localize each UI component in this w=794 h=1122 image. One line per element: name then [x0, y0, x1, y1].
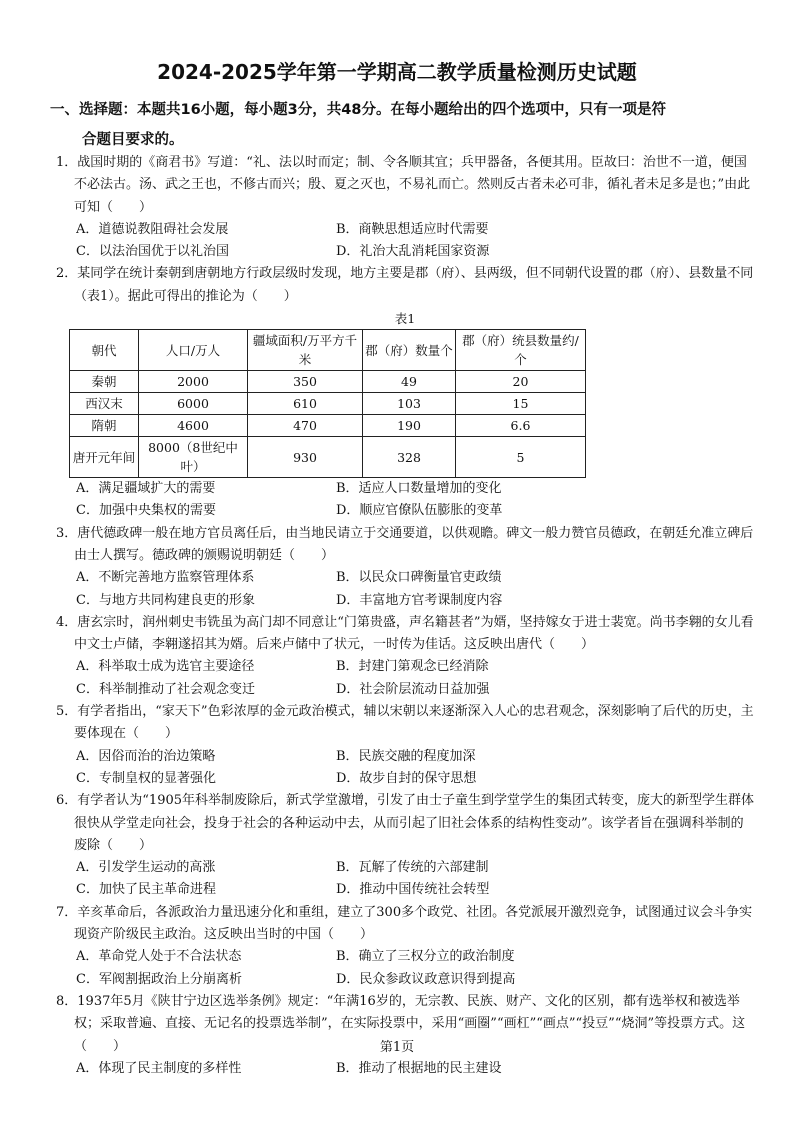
table-header-row	[70, 330, 586, 371]
option-d: D．社会阶层流动日益加强	[336, 681, 490, 697]
option-a: A．道德说教阻碍社会发展	[76, 221, 229, 237]
question-list	[56, 152, 754, 1080]
option-d: D．推动中国传统社会转型	[336, 882, 490, 898]
option-c: C．军阀割据政治上分崩离析	[76, 971, 242, 987]
question-6	[56, 790, 754, 901]
option-b: B．推动了根据地的民主建设	[336, 1060, 502, 1076]
table-cell: 930	[248, 437, 363, 478]
question-stem: 1．战国时期的《商君书》写道：“礼、法以时而定；制、令各顺其宜；兵甲器备，各便其用。臣故曰：治世不一道，便国不必法古。汤、武之王也，不修古而兴；殷、夏之灭也，不易礼而亡。然则反古者未必可非，循礼者未足多是也；”由此可知（ ）	[56, 155, 751, 215]
option-d: D．丰富地方官考课制度内容	[336, 592, 503, 608]
option-b: B．以民众口碑衡量官吏政绩	[336, 570, 502, 586]
question-options	[56, 567, 754, 612]
section-heading-line2: 合题目要求的。	[82, 132, 184, 148]
question-options	[56, 1058, 754, 1080]
table-cell: 470	[248, 415, 363, 437]
option-a: A．因俗而治的治边策略	[76, 748, 216, 764]
question-1	[56, 152, 754, 263]
header-cell: 朝代	[70, 330, 139, 371]
option-a: A．不断完善地方监察管理体系	[76, 570, 255, 586]
question-stem: 4．唐玄宗时，润州刺史韦铣虽为高门却不同意让“门第贵盛，声名籍甚者”为婿，坚持嫁女于进士裴宽。尚书李翱的女儿看中文士卢储，李翱遂招其为婿。后来卢储中了状元，一时传为佳话。这反映出唐代（ ）	[56, 614, 754, 653]
table-cell: 49	[363, 371, 456, 393]
table-cell: 隋朝	[70, 415, 139, 437]
question-options	[56, 219, 754, 264]
header-cell: 疆域面积/万平方千米	[248, 330, 363, 371]
table-cell: 唐开元年间	[70, 437, 139, 478]
table-row	[70, 437, 586, 478]
question-stem: 6．有学者认为“1905年科举制废除后，新式学堂激增，引发了由士子童生到学堂学生的集团式转变，庞大的新型学生群体很快从学堂走向社会，投身于社会的各种运动中去，从而引起了旧社会体系的结构性变动”。该学者旨在强调科举制的废除（ ）	[56, 793, 755, 853]
page-number: 第1页	[379, 1040, 415, 1055]
question-stem: 5．有学者指出，“家天下”色彩浓厚的金元政治模式，辅以宋朝以来逐渐深入人心的忠君观念，深刻影响了后代的历史，主要体现在（ ）	[56, 704, 754, 742]
header-cell: 人口/万人	[139, 330, 248, 371]
question-7	[56, 902, 754, 991]
option-a: A．体现了民主制度的多样性	[76, 1060, 242, 1076]
section-heading-line1: 一、选择题：本题共16小题，每小题3分，共48分。在每小题给出的四个选项中，只有一项是符	[50, 102, 666, 118]
section-heading	[50, 95, 764, 155]
table-caption: 表1	[394, 311, 416, 327]
option-b: B．商鞅思想适应时代需要	[336, 221, 489, 237]
question-stem: 7．辛亥革命后，各派政治力量迅速分化和重组，建立了300多个政党、社团。各党派展开激烈竞争，试图通过议会斗争实现资产阶级民主政治。这反映出当时的中国（ ）	[56, 904, 753, 943]
table-cell: 4600	[139, 415, 248, 437]
table-row	[70, 393, 586, 415]
question-5	[56, 701, 754, 790]
option-a: A．革命党人处于不合法状态	[76, 949, 242, 965]
table-cell: 20	[456, 371, 586, 393]
question-2	[56, 263, 754, 522]
option-a: A．科举取士成为选官主要途径	[76, 659, 255, 675]
table-cell: 103	[363, 393, 456, 415]
option-b: B．封建门第观念已经消除	[336, 659, 489, 675]
table-cell: 15	[456, 393, 586, 415]
option-c: C．加强中央集权的需要	[76, 503, 216, 519]
table-cell: 5	[456, 437, 586, 478]
table-row	[70, 371, 586, 393]
table-cell: 6000	[139, 393, 248, 415]
option-c: C．科举制推动了社会观念变迁	[76, 681, 255, 697]
option-b: B．确立了三权分立的政治制度	[336, 949, 515, 965]
table-cell: 2000	[139, 371, 248, 393]
question-options	[56, 478, 754, 523]
question-options	[56, 656, 754, 701]
question-3	[56, 523, 754, 612]
data-table	[69, 329, 586, 478]
table-cell: 秦朝	[70, 371, 139, 393]
table-cell: 190	[363, 415, 456, 437]
question-options	[56, 746, 754, 791]
page-title: 2024-2025学年第一学期高二教学质量检测历史试题	[157, 60, 637, 84]
header-cell: 郡（府）数量个	[363, 330, 456, 371]
option-c: C．与地方共同构建良吏的形象	[76, 592, 255, 608]
option-b: B．民族交融的程度加深	[336, 748, 476, 764]
option-d: D．民众参政议政意识得到提高	[336, 971, 516, 987]
option-c: C．专制皇权的显著强化	[76, 770, 216, 786]
option-d: D．故步自封的保守思想	[336, 770, 477, 786]
header-cell: 郡（府）统县数量约/个	[456, 330, 586, 371]
option-b: B．适应人口数量增加的变化	[336, 481, 502, 497]
option-a: A．满足疆域扩大的需要	[76, 481, 216, 497]
table-cell: 8000（8世纪中叶）	[139, 437, 248, 478]
question-stem: 2．某同学在统计秦朝到唐朝地方行政层级时发现，地方主要是郡（府）、县两级，但不同朝代设置的郡（府）、县数量不同（表1）。据此可得出的推论为（ ）	[56, 266, 754, 304]
table-cell: 328	[363, 437, 456, 478]
table-cell: 6.6	[456, 415, 586, 437]
table-cell: 西汉末	[70, 393, 139, 415]
table-cell: 350	[248, 371, 363, 393]
question-options	[56, 857, 754, 902]
question-options	[56, 946, 754, 991]
option-a: A．引发学生运动的高涨	[76, 860, 216, 876]
option-c: C．以法治国优于以礼治国	[76, 244, 229, 260]
table-row	[70, 415, 586, 437]
question-stem: 3．唐代德政碑一般在地方官员离任后，由当地民请立于交通要道，以供观瞻。碑文一般力赞官员德政，在朝廷允准立碑后由士人撰写。德政碑的颁赐说明朝廷（ ）	[56, 525, 754, 563]
option-d: D．顺应官僚队伍膨胀的变革	[336, 503, 503, 519]
option-b: B．瓦解了传统的六部建制	[336, 860, 489, 876]
option-d: D．礼治大乱消耗国家资源	[336, 244, 490, 260]
question-4	[56, 612, 754, 701]
option-c: C．加快了民主革命进程	[76, 882, 216, 898]
question-stem: 8．1937年5月《陕甘宁边区选举条例》规定：“年满16岁的，无宗教、民族、财产、文化的区别，都有选举权和被选举权；采取普遍、直接、无记名的投票选举制”，在实际投票中，采用“画圈”“画杠”“画点”“投豆”“烧洞”等投票方式。这（ ）	[56, 993, 746, 1054]
table-cell: 610	[248, 393, 363, 415]
